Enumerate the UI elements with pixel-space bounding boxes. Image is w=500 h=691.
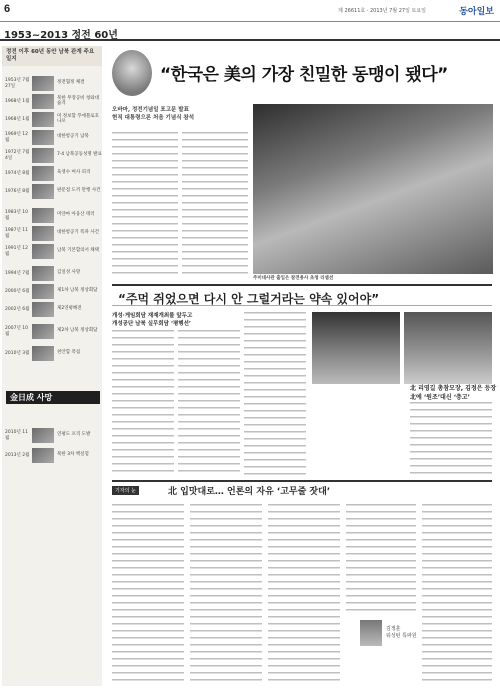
timeline-item — [2, 146, 102, 164]
timeline-year: 2010년 11월 — [5, 430, 28, 441]
timeline-text: 남북 기본합의서 채택 — [57, 248, 99, 254]
timeline-text: 미얀마 아웅산 테러 — [57, 212, 95, 218]
timeline-year: 2000년 6월 — [5, 289, 30, 294]
timeline-heading: 정전 이후 60년 동안 남북 관계 주요 일지 — [2, 46, 102, 66]
column-headline: 北 입맛대로… 언론의 자유 ‘고무줄 잣대’ — [168, 487, 331, 497]
timeline-text: 제1차 남북 정상회담 — [57, 288, 98, 294]
timeline-item — [2, 242, 102, 260]
section-banner — [0, 24, 500, 41]
timeline-thumbnail — [32, 112, 54, 127]
timeline-thumbnail — [32, 244, 54, 259]
article2-photo-left — [312, 312, 400, 384]
timeline-thumbnail — [32, 94, 54, 109]
timeline-year: 1953년 7월 27일 — [5, 78, 30, 89]
timeline-text: 제2차 남북 정상회담 — [57, 328, 98, 334]
timeline-item — [2, 110, 102, 128]
timeline-thumbnail — [32, 76, 54, 91]
timeline-thumbnail — [32, 428, 54, 443]
timeline-thumbnail — [32, 448, 54, 463]
timeline-item — [2, 446, 102, 464]
column-header — [112, 480, 492, 500]
timeline-thumbnail — [32, 346, 54, 361]
column-body-col-4 — [346, 504, 416, 616]
timeline-thumbnail — [32, 226, 54, 241]
article1-subheadline: 오바마, 정전기념일 포고문 발표 현직 대통령으론 처음 기념식 참석 — [112, 107, 195, 122]
timeline-item — [2, 264, 102, 282]
article2-body-col-3 — [244, 312, 306, 475]
timeline-text: 연평도 포격 도발 — [57, 432, 91, 438]
masthead: 동아일보 — [459, 7, 494, 17]
timeline-text: 제2연평해전 — [57, 306, 82, 312]
author-byline — [386, 626, 417, 640]
timeline-text: 대한항공기 납북 — [57, 134, 89, 140]
headline-portrait-photo — [112, 50, 152, 96]
timeline-thumbnail — [32, 266, 54, 281]
column-body-col-2 — [190, 504, 262, 686]
timeline-year: 2002년 6월 — [5, 307, 30, 312]
timeline-thumbnail — [32, 166, 54, 181]
column-body-col-5 — [422, 504, 492, 686]
timeline-text: 7·4 남북공동성명 발표 — [57, 152, 102, 158]
timeline-thumbnail — [32, 130, 54, 145]
timeline-year: 1968년 1월 — [5, 99, 30, 104]
timeline-year: 1974년 8월 — [5, 171, 30, 176]
timeline-item — [2, 206, 102, 224]
article2-body-col-1 — [112, 330, 174, 475]
article1-body-col-1 — [112, 132, 178, 277]
timeline-year: 1976년 8월 — [5, 189, 30, 194]
article1-headline: “한국은 美의 가장 친밀한 동맹이 됐다” — [160, 65, 448, 85]
timeline-item — [2, 74, 102, 92]
issue-info: 제 26611호 · 2013년 7월 27일 토요일 — [338, 8, 426, 14]
timeline-item — [2, 128, 102, 146]
article1-photo-caption: 주미대사관 출입은 참전용사 초청 리셉션 — [253, 276, 334, 281]
obituary-label: 金日成 사망 — [6, 391, 100, 404]
timeline-year: 2010년 3월 — [5, 351, 30, 356]
timeline-text: 미 정보함 푸에블로호 나포 — [57, 113, 99, 124]
timeline-year: 1969년 12월 — [5, 132, 28, 143]
article2-right-body — [410, 402, 492, 474]
author-name: 김정훈 — [386, 626, 401, 632]
article1-main-photo — [253, 104, 493, 274]
timeline-year: 1994년 7월 — [5, 271, 30, 276]
article2-right-subheadline: 北 리영길 총참모장, 김정은 등장 北에 ‘원조’대신 ‘충고’ — [410, 385, 497, 401]
timeline-year: 1987년 11월 — [5, 228, 28, 239]
author-photo — [360, 620, 382, 646]
timeline-text: 북한 3차 핵실험 — [57, 452, 89, 458]
article2-subheadline: 개성·게임회담 재재개최를 앞두고 개성공단 남북 실무회담 ‘평행선’ — [112, 313, 193, 328]
timeline-thumbnail — [32, 184, 54, 199]
timeline-item — [2, 322, 102, 340]
article2-headline: “주먹 쥐었으면 다시 안 그럴거라는 약속 있어야” — [112, 284, 492, 306]
article2-photo-right — [404, 312, 492, 384]
column-tag: 기자의 눈 — [112, 486, 139, 495]
section-title: 1953~2013 정전 60년 — [4, 30, 118, 41]
timeline-year: 1972년 7월 4일 — [5, 150, 30, 161]
timeline-thumbnail — [32, 324, 54, 339]
column-body-col-1 — [112, 504, 184, 686]
timeline-thumbnail — [32, 208, 54, 223]
timeline-year: 1991년 12월 — [5, 246, 28, 257]
timeline-item — [2, 344, 102, 362]
timeline-thumbnail — [32, 284, 54, 299]
page-header — [0, 0, 500, 22]
article1-body-col-2 — [182, 132, 248, 277]
timeline-item — [2, 164, 102, 182]
timeline-item — [2, 182, 102, 200]
timeline-text: 북한 무장공비 청와대 습격 — [57, 95, 99, 106]
timeline-item — [2, 224, 102, 242]
column-body-col-3 — [268, 504, 340, 686]
timeline-text: 대한항공기 폭파 사건 — [57, 230, 99, 236]
timeline-year: 2013년 2월 — [5, 453, 30, 458]
page-number: 6 — [4, 3, 11, 15]
timeline-item — [2, 300, 102, 318]
timeline-text: 천안함 폭침 — [57, 350, 81, 356]
timeline-thumbnail — [32, 148, 54, 163]
timeline-year: 1983년 10월 — [5, 210, 28, 221]
timeline-item — [2, 282, 102, 300]
timeline-text: 정전협정 체결 — [57, 80, 85, 86]
timeline-year: 2007년 10월 — [5, 326, 28, 337]
author-role: 워싱턴 특파원 — [386, 633, 417, 639]
timeline-thumbnail — [32, 302, 54, 317]
timeline-item — [2, 426, 102, 444]
timeline-item — [2, 92, 102, 110]
timeline-text: 육영수 여사 피격 — [57, 170, 91, 176]
timeline-text: 판문점 도끼 만행 사건 — [57, 188, 101, 194]
article2-body-col-2 — [178, 330, 240, 475]
timeline-sidebar — [2, 46, 102, 686]
timeline-text: 김일성 사망 — [57, 270, 81, 276]
timeline-year: 1968년 1월 — [5, 117, 30, 122]
